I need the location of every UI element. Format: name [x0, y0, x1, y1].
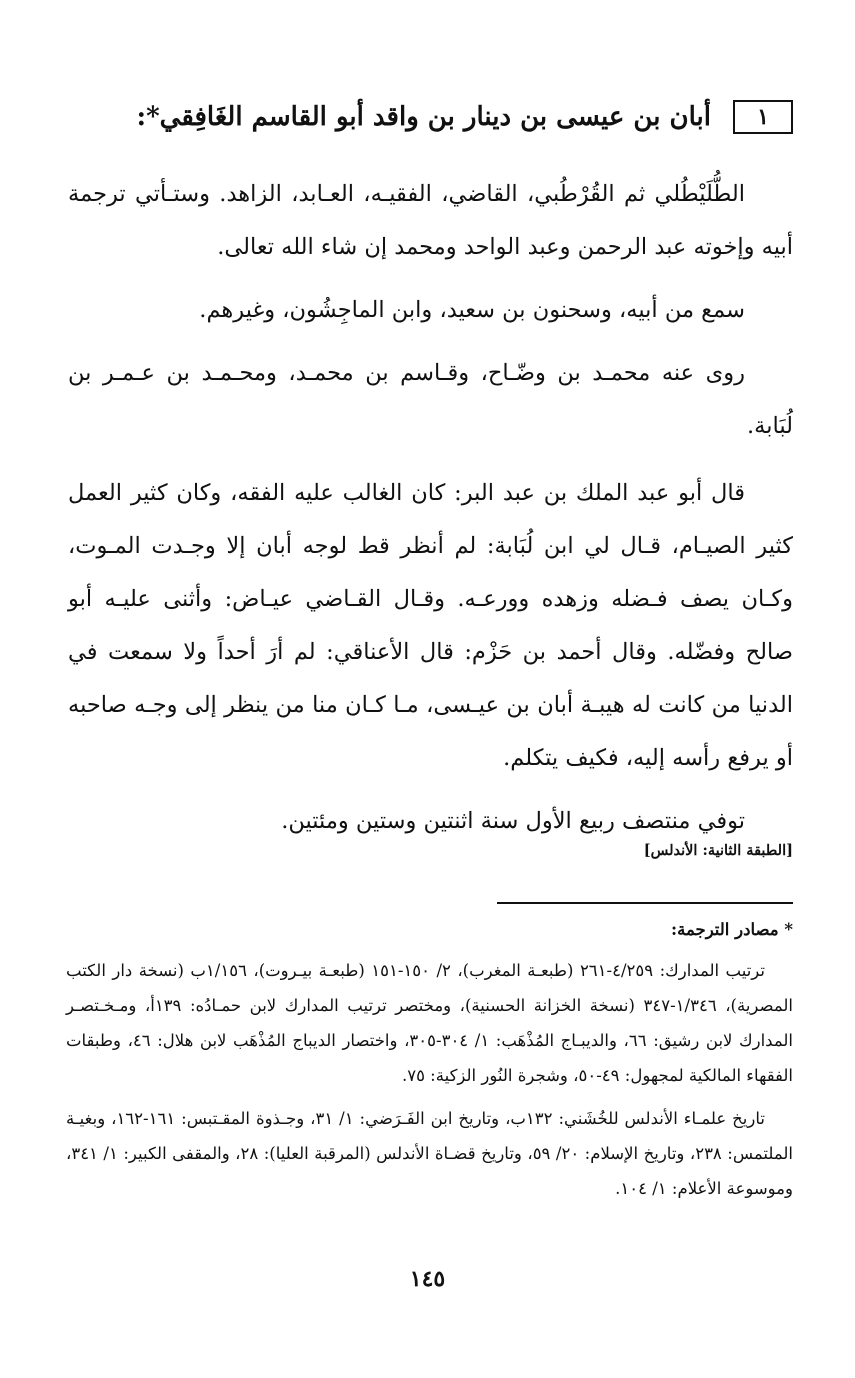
entry-number: ١	[757, 104, 769, 130]
sources-paragraph-1: ترتيب المدارك: ٤/٢٥٩-٢٦١ (طبعـة المغرب)، ٢/ ١٥٠-١٥١ (طبعـة بيـروت)، ١/١٥٦ب (نسخة دار الكتب المصرية)، ١/٣٤٦-٣٤٧ (نسخة الخزانة الحسنية)، ومختصر ترتيب المدارك لابن حمـادُه: ١٣٩أ، ومـخـتصـر المدارك لابن رشيق: ٦٦، والديبـاج المُذْهَب: ١/ ٣٠٤-٣٠٥، واختصار الديباج المُذْهَب لابن هلال: ٤٦، وطبقات الفقهاء المالكية لمجهول: ٤٩-٥٠، وشجرة النُور الزكية: ٧٥.	[66, 961, 793, 1085]
entry-header	[70, 100, 793, 134]
sources-paragraph-2: تاريخ علمـاء الأندلس للخُشَني: ١٣٢ب، وتاريخ ابن الفَـرَضي: ١/ ٣١، وجـذوة المقـتبس: ١٦١-١٦٢، وبغيـة الملتمس: ٢٣٨، وتاريخ الإسلام: ٢٠/ ٥٩، وتاريخ قضـاة الأندلس (المرقبة العليا): ٢٨، والمقفى الكبير: ١/ ٣٤١، وموسوعة الأعلام: ١/ ١٠٤.	[66, 1109, 793, 1198]
entry-title: أبان بن عيسى بن دينار بن واقد أبو القاسم الغَافِقي*:	[136, 102, 711, 132]
death-paragraph: توفي منتصف ربيع الأول سنة اثنتين وستين ومئتين.	[281, 808, 745, 834]
teachers-paragraph: سمع من أبيه، وسحنون بن سعيد، وابن الماجِشُون، وغيرهم.	[199, 297, 745, 323]
class-note: [الطبقة الثانية: الأندلس]	[643, 842, 793, 859]
praise-paragraph: قال أبو عبد الملك بن عبد البر: كان الغالب عليه الفقه، وكان كثير العمل كثير الصيـام، قـال لي ابن لُبَابة: لم أنظر قط لوجه أبان إلا وجـدت المـوت، وكـان يصف فـضله وزهده وورعـه. وقـال القـاضي عيـاض: وأثنى عليـه أبو صالح وفضّله. وقال أحمد بن حَزْم: قال الأعناقي: لم أرَ أحداً ولا سمعت في الدنيا من كانت له هيبـة أبان بن عيـسى، مـا كـان منا من ينظر إلى وجـه صاحبه أو يرفع رأسه إليه، فكيف يتكلم.	[68, 480, 793, 771]
entry-number-box	[733, 100, 793, 134]
intro-paragraph: الطُّلَيْطُلي ثم القُرْطُبي، القاضي، الفقيـه، العـابد، الزاهد. وستـأتي ترجمة أبيه وإخوته عبد الرحمن وعبد الواحد ومحمد إن شاء الله تعالى.	[68, 181, 793, 260]
students-paragraph: روى عنه محمـد بن وضّـاح، وقـاسم بن محمـد، ومحـمـد بن عـمـر بن لُبَابة.	[68, 360, 793, 439]
page-number: ١٤٥	[409, 1266, 446, 1292]
sources-heading: * مصادر الترجمة:	[671, 920, 793, 939]
biography-body	[68, 168, 793, 848]
footnote-divider	[497, 902, 793, 904]
sources-footnote	[66, 912, 793, 1206]
